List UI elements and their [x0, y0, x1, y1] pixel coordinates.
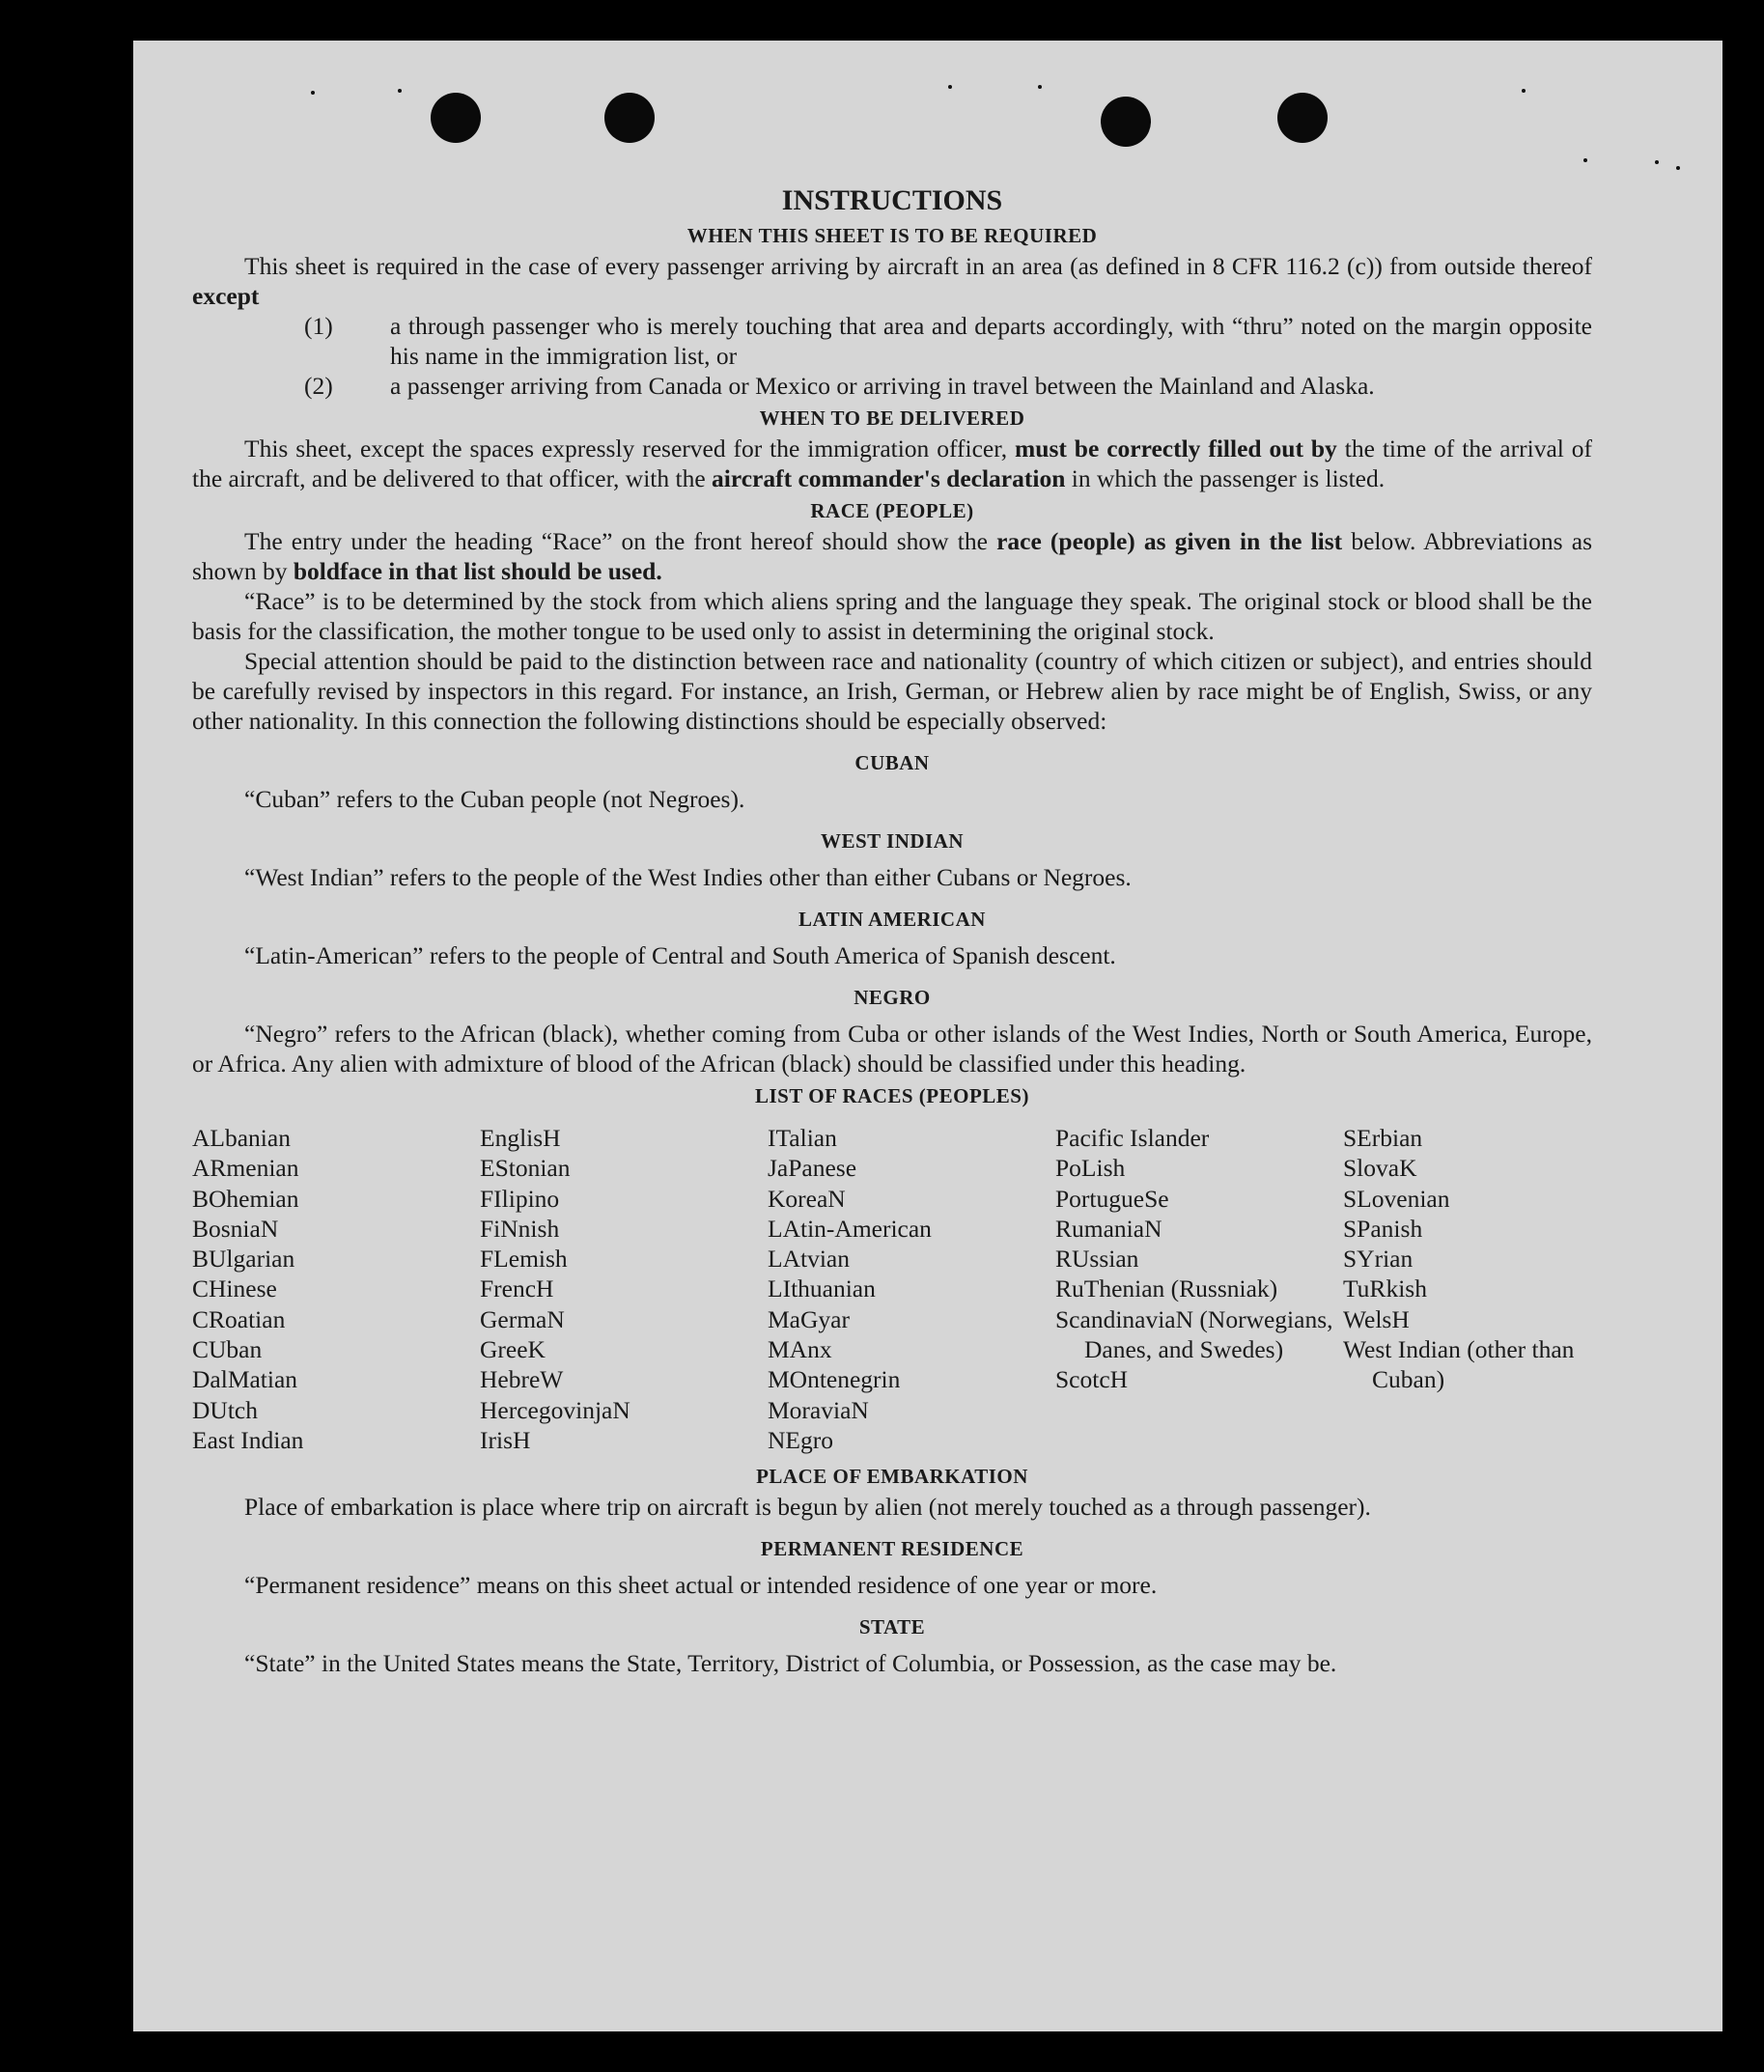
race-paragraph-1: The entry under the heading “Race” on the front hereof should show the race (people) as given in the list below. Abbreviations as shown by boldface in that list should be used.	[192, 527, 1593, 585]
race-item: SlovaK	[1343, 1154, 1417, 1183]
race-item: CUban	[192, 1335, 263, 1364]
race-item: TuRkish	[1343, 1274, 1427, 1303]
race-item: SErbian	[1343, 1124, 1423, 1152]
race-item: East Indian	[192, 1425, 304, 1454]
race-item: PoLish	[1055, 1154, 1126, 1183]
race-item: LIthuanian	[768, 1274, 876, 1303]
document-sheet	[133, 41, 1722, 2031]
race-item: CRoatian	[192, 1304, 286, 1333]
race-item: IrisH	[480, 1425, 531, 1454]
race-item: FLemish	[480, 1245, 568, 1274]
race-item: ARmenian	[192, 1154, 299, 1183]
race-item: KoreaN	[768, 1184, 846, 1213]
race-item: SYrian	[1343, 1245, 1414, 1274]
heading-when-required: WHEN THIS SHEET IS TO BE REQUIRED	[686, 224, 1098, 247]
instructions-content	[192, 183, 1592, 1678]
race-item: BosniaN	[192, 1214, 279, 1243]
punch-hole	[431, 93, 481, 143]
race-item: SLovenian	[1343, 1184, 1450, 1213]
race-item: LAtvian	[768, 1245, 850, 1274]
heading-list-of-races: LIST OF RACES (PEOPLES)	[755, 1084, 1029, 1107]
heading-permanent-residence: PERMANENT RESIDENCE	[760, 1537, 1024, 1561]
punch-hole	[1101, 97, 1151, 147]
race-item: WelsH	[1343, 1304, 1410, 1333]
speck	[311, 91, 315, 95]
heading-latin-american: LATIN AMERICAN	[798, 908, 986, 931]
when-delivered-text: This sheet, except the spaces expressly reserved for the immigration officer, must be correctly filled out by the time of the arrival of the aircraft, and be delivered to that officer, with the aircraft commander's declaration in which the passenger is listed.	[192, 434, 1593, 492]
race-item: FrencH	[480, 1274, 554, 1303]
speck	[1522, 89, 1526, 93]
speck	[1655, 160, 1659, 164]
speck	[1676, 166, 1680, 170]
race-item: MaGyar	[768, 1304, 850, 1333]
heading-when-delivered: WHEN TO BE DELIVERED	[759, 406, 1025, 430]
heading-race: RACE (PEOPLE)	[810, 499, 974, 522]
race-item: GermaN	[480, 1304, 565, 1333]
race-item: RUssian	[1055, 1245, 1139, 1274]
race-item: EnglisH	[480, 1124, 561, 1152]
race-item: PortugueSe	[1055, 1184, 1169, 1213]
exception-item-2: (2) a passenger arriving from Canada or Mexico or arriving in travel between the Mainland and Alaska.	[304, 372, 1375, 400]
heading-place-of-embarkation: PLACE OF EMBARKATION	[756, 1465, 1028, 1489]
race-item: MAnx	[768, 1335, 832, 1364]
race-item: HebreW	[480, 1365, 564, 1394]
heading-state: STATE	[858, 1615, 926, 1639]
race-item: Pacific Islander	[1055, 1124, 1210, 1152]
race-item: RumaniaN	[1055, 1214, 1162, 1243]
race-item: ScotcH	[1055, 1365, 1129, 1394]
race-item: West Indian (other than Cuban)	[1343, 1335, 1575, 1394]
race-item: DalMatian	[192, 1365, 298, 1394]
race-item: SPanish	[1343, 1214, 1423, 1243]
races-list	[192, 1123, 1592, 1455]
race-item: JaPanese	[768, 1154, 857, 1183]
race-item: DUtch	[192, 1395, 258, 1424]
race-item: MOntenegrin	[768, 1365, 901, 1394]
race-item: RuThenian (Russniak)	[1055, 1274, 1278, 1303]
races-column-2	[480, 1123, 768, 1455]
when-required-intro: This sheet is required in the case of every passenger arriving by aircraft in an area (as defined in 8 CFR 116.2 (c)) from outside thereof except	[192, 252, 1592, 310]
races-column-5	[1343, 1123, 1592, 1455]
punch-hole	[604, 93, 655, 143]
heading-negro: NEGRO	[854, 986, 931, 1009]
race-item: BOhemian	[192, 1184, 299, 1213]
race-item: HercegovinjaN	[480, 1395, 630, 1424]
punch-hole	[1277, 93, 1328, 143]
page-title: INSTRUCTIONS	[781, 184, 1003, 216]
exception-item-1: (1) a through passenger who is merely touching that area and departs accordingly, with “thru” noted on the margin opposite his name in the immigration list, or	[304, 312, 1592, 370]
race-item: LAtin-American	[768, 1214, 932, 1243]
speck	[1038, 85, 1042, 89]
races-column-3	[768, 1123, 1055, 1455]
negro-text: “Negro” refers to the African (black), whether coming from Cuba or other islands of the West Indies, North or South America, Europe, or Africa. Any alien with admixture of blood of the African (black) should be classified under this heading.	[192, 1020, 1592, 1078]
speck	[1583, 158, 1587, 162]
race-item: BUlgarian	[192, 1245, 295, 1274]
heading-west-indian: WEST INDIAN	[820, 829, 965, 853]
heading-cuban: CUBAN	[854, 751, 930, 774]
state-text: “State” in the United States means the State, Territory, District of Columbia, or Possession, as the case may be.	[244, 1649, 1337, 1678]
race-item: EStonian	[480, 1154, 571, 1183]
race-paragraph-2: “Race” is to be determined by the stock from which aliens spring and the language they speak. The original stock or blood shall be the basis for the classification, the mother tongue to be used only to assist in determining the original stock.	[192, 587, 1592, 645]
speck	[948, 85, 952, 89]
race-item: FiNnish	[480, 1214, 560, 1243]
race-item: CHinese	[192, 1274, 277, 1303]
race-item: ALbanian	[192, 1124, 291, 1152]
race-paragraph-3: Special attention should be paid to the distinction between race and nationality (country of which citizen or subject), and entries should be carefully revised by inspectors in this regard. For instance, an Irish, German, or Hebrew alien by race might be of English, Swiss, or any other nationality. In this connection the following distinctions should be especially observed:	[192, 647, 1592, 735]
race-item: ScandinaviaN (Norwegians, Danes, and Swedes)	[1055, 1304, 1333, 1364]
cuban-text: “Cuban” refers to the Cuban people (not Negroes).	[244, 785, 745, 813]
latin-american-text: “Latin-American” refers to the people of Central and South America of Spanish descent.	[244, 941, 1116, 969]
residence-text: “Permanent residence” means on this sheet actual or intended residence of one year or more.	[244, 1571, 1158, 1600]
race-item: GreeK	[480, 1335, 546, 1364]
race-item: ITalian	[768, 1124, 837, 1152]
race-item: NEgro	[768, 1425, 833, 1454]
race-item: FIlipino	[480, 1184, 560, 1213]
speck	[398, 89, 402, 93]
west-indian-text: “West Indian” refers to the people of the West Indies other than either Cubans or Negroes.	[244, 863, 1132, 891]
races-column-4	[1055, 1123, 1343, 1455]
races-column-1	[192, 1123, 480, 1455]
embarkation-text: Place of embarkation is place where trip on aircraft is begun by alien (not merely touched as a through passenger).	[244, 1493, 1371, 1522]
race-item: MoraviaN	[768, 1395, 869, 1424]
